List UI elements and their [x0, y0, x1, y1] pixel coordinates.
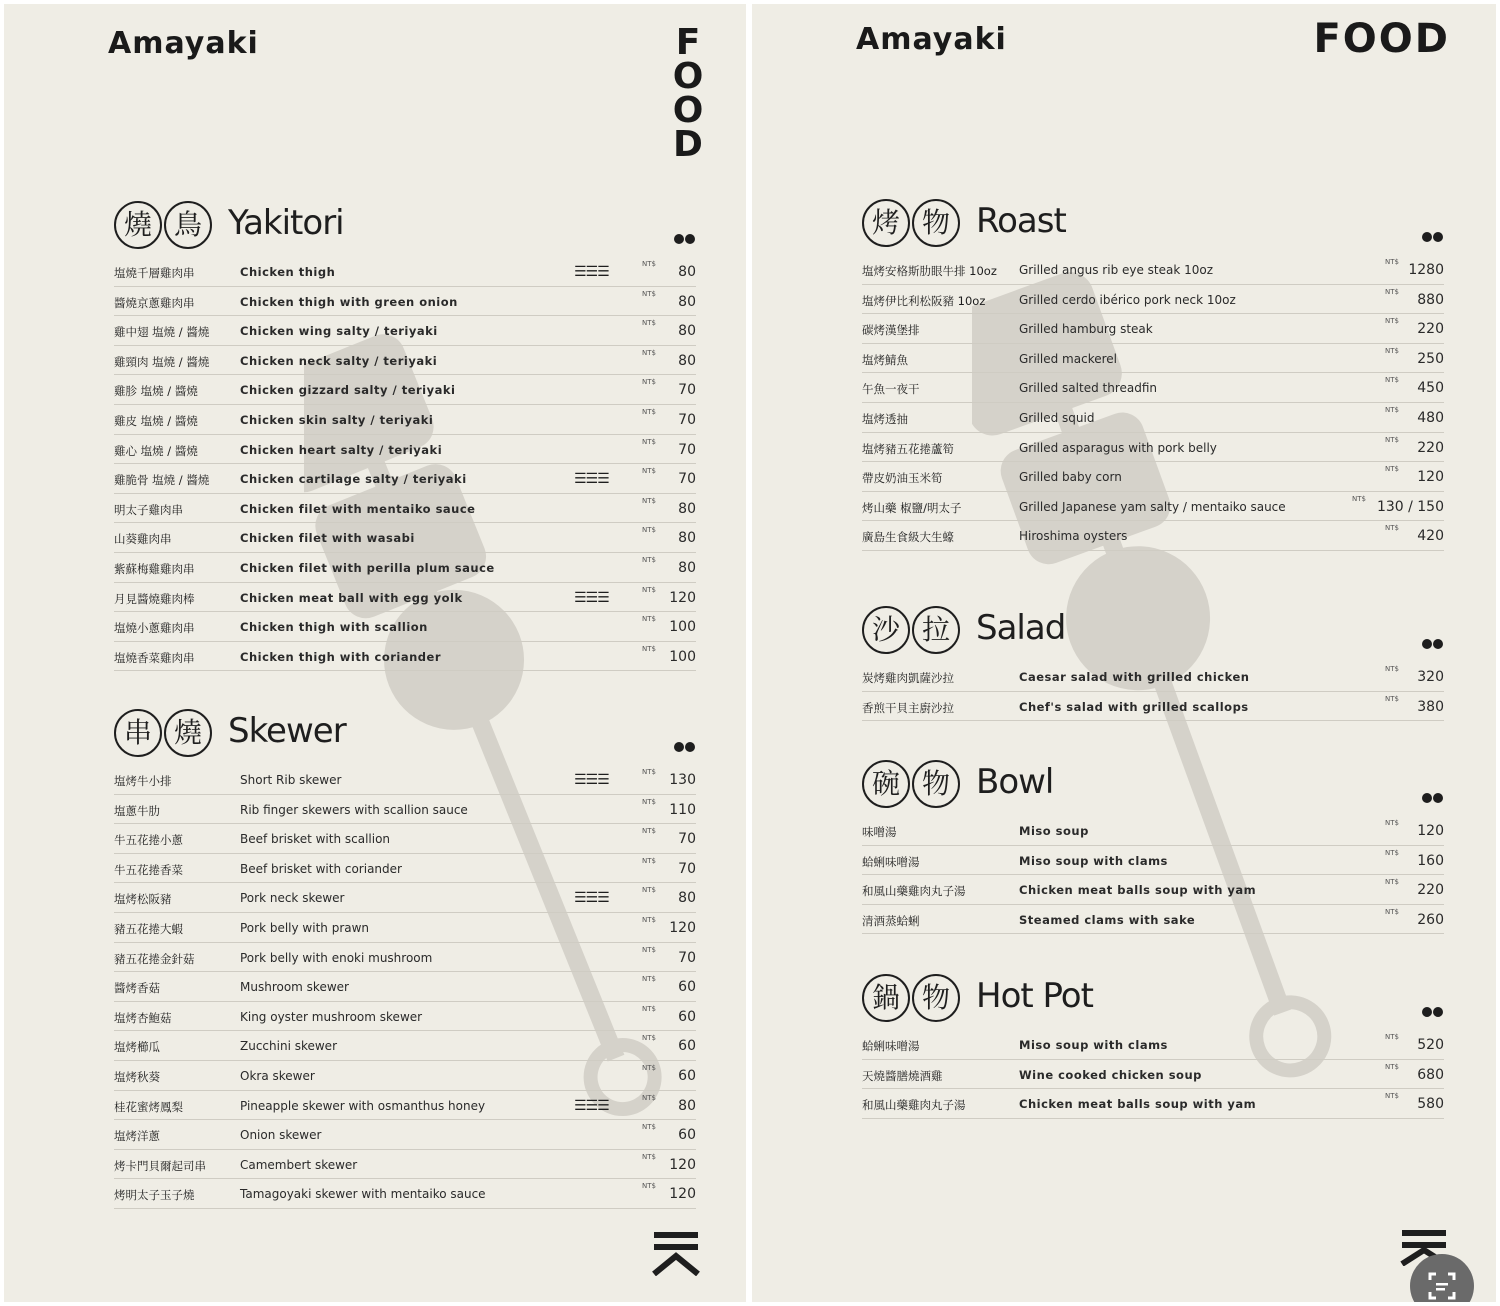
item-name-zh: 雞胗 塩燒 / 醬燒: [114, 384, 198, 399]
section-roast: [862, 199, 1444, 551]
kanji-badge: 物: [912, 974, 960, 1022]
section-header: [862, 760, 1444, 812]
menu-list: [862, 662, 1444, 721]
kanji-badge: 燒: [114, 201, 162, 249]
item-name-zh: 塩烤松阪豬: [114, 892, 172, 907]
currency-label: NT$: [1385, 1092, 1399, 1101]
item-name-en: Chicken thigh: [240, 265, 336, 279]
item-name-en: Grilled baby corn: [1019, 470, 1122, 485]
item-name-en: Grilled angus rib eye steak 10oz: [1019, 263, 1214, 277]
signature-mark-icon: ☰☰☰: [574, 772, 609, 788]
item-name-zh: 豬五花捲金針菇: [114, 951, 195, 966]
item-name-zh: 清酒蒸蛤蜊: [862, 913, 920, 928]
item-price: 580: [1417, 1096, 1444, 1113]
item-price: 80: [678, 323, 696, 340]
menu-item: [114, 1120, 696, 1150]
item-price: 60: [678, 1038, 696, 1055]
item-name-zh: 紫蘇梅雞雞肉串: [114, 561, 195, 576]
section-title: Bowl: [976, 762, 1054, 802]
menu-page-right: [752, 4, 1496, 1302]
item-price: 110: [669, 801, 696, 818]
menu-item: [114, 316, 696, 346]
section-yakitori: [114, 201, 696, 671]
currency-label: NT$: [642, 437, 656, 446]
currency-label: NT$: [642, 348, 656, 357]
item-name-en: Short Rib skewer: [240, 773, 342, 787]
currency-label: NT$: [642, 319, 656, 328]
food-heading-vertical: F O O D: [672, 22, 704, 165]
currency-label: NT$: [1352, 494, 1366, 503]
signature-mark-icon: ☰☰☰: [574, 890, 609, 907]
currency-label: NT$: [642, 555, 656, 564]
menu-list: [862, 1030, 1444, 1119]
section-hotpot: [862, 974, 1444, 1119]
menu-item: [862, 521, 1444, 551]
item-price: 60: [678, 979, 696, 996]
scan-button[interactable]: [1410, 1254, 1474, 1302]
item-name-zh: 廣島生食級大生蠔: [862, 530, 954, 545]
item-name-en: Miso soup: [1019, 824, 1089, 838]
item-name-en: Pork belly with enoki mushroom: [240, 950, 433, 965]
section-title: Skewer: [228, 711, 346, 751]
currency-label: NT$: [642, 526, 656, 535]
currency-label: NT$: [642, 378, 656, 387]
menu-list: [114, 765, 696, 1209]
item-name-zh: 雞頸肉 塩燒 / 醬燒: [114, 354, 210, 369]
dots-icon: [1422, 788, 1444, 800]
currency-label: NT$: [642, 797, 656, 806]
item-price: 70: [678, 831, 696, 848]
item-price: 60: [678, 1008, 696, 1025]
item-price: 220: [1417, 882, 1444, 899]
currency-label: NT$: [642, 289, 656, 298]
item-name-zh: 和風山藥雞肉丸子湯: [862, 1098, 966, 1113]
item-name-en: Chicken neck salty / teriyaki: [240, 353, 438, 368]
item-name-en: Chicken meat ball with egg yolk: [240, 590, 463, 605]
item-name-en: Chicken filet with mentaiko sauce: [240, 501, 476, 516]
currency-label: NT$: [642, 827, 656, 836]
item-price: 120: [1417, 823, 1444, 839]
section-header: [862, 199, 1444, 251]
section-header: [114, 709, 696, 761]
menu-item: [114, 795, 696, 825]
item-price: 80: [678, 559, 696, 576]
item-name-en: Grilled mackerel: [1019, 351, 1117, 366]
menu-item: [114, 287, 696, 317]
item-price: 1280: [1408, 262, 1444, 278]
menu-item: [862, 285, 1444, 315]
currency-label: NT$: [642, 975, 656, 984]
item-price: 130: [669, 772, 696, 788]
menu-item: [114, 464, 696, 494]
item-price: 70: [678, 441, 696, 458]
item-name-en: Pork neck skewer: [240, 891, 345, 906]
item-name-zh: 味噌湯: [862, 825, 897, 839]
item-price: 80: [678, 352, 696, 369]
menu-item: [862, 255, 1444, 285]
item-name-zh: 塩燒小蔥雞肉串: [114, 621, 195, 636]
item-price: 480: [1417, 409, 1444, 426]
section-title: Salad: [976, 608, 1066, 648]
signature-mark-icon: ☰☰☰: [574, 471, 609, 488]
section-salad: [862, 606, 1444, 721]
currency-label: NT$: [642, 1182, 656, 1191]
currency-label: NT$: [642, 260, 656, 268]
item-name-zh: 醬烤香菇: [114, 981, 160, 996]
item-name-zh: 蛤蜊味噌湯: [862, 1039, 920, 1053]
food-heading: FOOD: [1313, 16, 1450, 62]
item-price: 70: [678, 860, 696, 877]
menu-item: [862, 492, 1444, 522]
currency-label: NT$: [1385, 346, 1399, 355]
signature-mark-icon: ☰☰☰: [574, 1097, 609, 1114]
item-name-zh: 豬五花捲大蝦: [114, 921, 183, 936]
item-price: 80: [678, 1097, 696, 1114]
item-name-zh: 塩烤櫛瓜: [114, 1040, 160, 1055]
item-price: 220: [1417, 321, 1444, 338]
item-price: 60: [678, 1067, 696, 1084]
currency-label: NT$: [642, 644, 656, 653]
currency-label: NT$: [642, 768, 656, 776]
item-name-en: Chicken heart salty / teriyaki: [240, 442, 443, 457]
item-name-zh: 烤卡門貝爾起司串: [114, 1158, 206, 1173]
item-name-zh: 炭烤雞肉凱薩沙拉: [862, 671, 954, 685]
menu-item: [114, 494, 696, 524]
item-name-en: Chicken thigh with green onion: [240, 294, 458, 309]
item-price: 880: [1417, 291, 1444, 308]
item-price: 100: [669, 619, 696, 636]
item-name-zh: 塩烤秋葵: [114, 1069, 160, 1084]
item-name-en: Chicken thigh with scallion: [240, 620, 428, 635]
currency-label: NT$: [642, 915, 656, 924]
item-name-zh: 牛五花捲小蔥: [114, 833, 183, 848]
item-name-zh: 塩烤杏鮑菇: [114, 1010, 172, 1025]
item-name-en: Chicken wing salty / teriyaki: [240, 324, 438, 339]
menu-item: [114, 642, 696, 672]
item-name-en: Mushroom skewer: [240, 980, 349, 995]
menu-item: [862, 433, 1444, 463]
item-price: 260: [1417, 911, 1444, 928]
item-name-zh: 雞心 塩燒 / 醬燒: [114, 443, 198, 458]
kanji-badge: 物: [912, 199, 960, 247]
item-name-en: Grilled cerdo ibérico pork neck 10oz: [1019, 292, 1236, 307]
item-name-en: Grilled Japanese yam salty / mentaiko sauce: [1019, 499, 1286, 514]
currency-label: NT$: [1385, 1033, 1399, 1041]
item-price: 80: [678, 890, 696, 907]
item-price: 80: [678, 530, 696, 547]
item-name-en: Chicken filet with wasabi: [240, 531, 415, 546]
menu-item: [114, 943, 696, 973]
item-name-en: Camembert skewer: [240, 1157, 358, 1172]
item-name-zh: 雞皮 塩燒 / 醬燒: [114, 413, 198, 428]
section-skewer: [114, 709, 696, 1209]
item-price: 450: [1417, 380, 1444, 397]
kanji-badge: 鳥: [164, 201, 212, 249]
item-price: 70: [678, 471, 696, 488]
item-name-zh: 烤明太子玉子燒: [114, 1188, 195, 1203]
item-price: 250: [1417, 350, 1444, 367]
item-price: 120: [669, 589, 696, 606]
item-name-en: Chicken meat balls soup with yam: [1019, 883, 1257, 898]
currency-label: NT$: [642, 1034, 656, 1043]
item-name-en: Steamed clams with sake: [1019, 912, 1196, 927]
item-name-zh: 烤山藥 椒鹽/明太子: [862, 500, 962, 515]
currency-label: NT$: [1385, 665, 1399, 673]
section-header: [862, 606, 1444, 658]
menu-item: [862, 314, 1444, 344]
item-price: 100: [669, 648, 696, 665]
menu-item: [862, 875, 1444, 905]
signature-mark-icon: ☰☰☰: [574, 264, 609, 280]
dots-icon: [674, 737, 696, 749]
currency-label: NT$: [642, 856, 656, 865]
currency-label: NT$: [642, 886, 656, 895]
currency-label: NT$: [1385, 258, 1399, 266]
menu-item: [114, 405, 696, 435]
menu-page-left: [4, 4, 746, 1302]
currency-label: NT$: [642, 467, 656, 476]
section-header: [862, 974, 1444, 1026]
item-name-zh: 碳烤漢堡排: [862, 323, 920, 338]
kanji-badge: 鍋: [862, 974, 910, 1022]
menu-item: [114, 883, 696, 913]
item-price: 70: [678, 949, 696, 966]
menu-item: [862, 373, 1444, 403]
menu-item: [114, 1031, 696, 1061]
item-name-zh: 明太子雞肉串: [114, 502, 183, 517]
currency-label: NT$: [642, 1004, 656, 1013]
item-name-zh: 塩燒千層雞肉串: [114, 266, 195, 280]
currency-label: NT$: [1385, 405, 1399, 414]
kanji-badge: 碗: [862, 760, 910, 808]
item-name-en: Zucchini skewer: [240, 1039, 338, 1054]
currency-label: NT$: [1385, 435, 1399, 444]
item-price: 320: [1417, 669, 1444, 685]
menu-item: [114, 553, 696, 583]
currency-label: NT$: [642, 1152, 656, 1161]
item-name-en: Chicken cartilage salty / teriyaki: [240, 472, 467, 487]
menu-item: [114, 972, 696, 1002]
kanji-badge: 烤: [862, 199, 910, 247]
section-bowl: [862, 760, 1444, 934]
menu-item: [862, 816, 1444, 846]
currency-label: NT$: [1385, 848, 1399, 857]
kanji-badge: 沙: [862, 606, 910, 654]
currency-label: NT$: [1385, 287, 1399, 296]
item-name-zh: 牛五花捲香菜: [114, 862, 183, 877]
item-name-zh: 和風山藥雞肉丸子湯: [862, 884, 966, 899]
dots-icon: [1422, 1002, 1444, 1014]
item-name-en: Miso soup with clams: [1019, 853, 1168, 868]
menu-item: [114, 1091, 696, 1121]
item-name-zh: 塩烤洋蔥: [114, 1129, 160, 1144]
dots-icon: [674, 229, 696, 241]
item-price: 220: [1417, 439, 1444, 456]
item-price: 380: [1417, 698, 1444, 715]
item-name-en: Beef brisket with coriander: [240, 861, 402, 876]
item-price: 520: [1417, 1037, 1444, 1053]
currency-label: NT$: [1385, 465, 1399, 474]
item-name-en: Caesar salad with grilled chicken: [1019, 670, 1250, 684]
item-name-zh: 塩蔥牛肋: [114, 803, 160, 818]
currency-label: NT$: [1385, 878, 1399, 887]
menu-item: [862, 692, 1444, 722]
menu-item: [114, 854, 696, 884]
currency-label: NT$: [642, 1063, 656, 1072]
item-price: 70: [678, 382, 696, 399]
brand-logo: Amayaki: [856, 22, 1007, 57]
section-title: Hot Pot: [976, 976, 1093, 1016]
menu-item: [114, 1150, 696, 1180]
item-name-zh: 塩烤伊比利松阪豬 10oz: [862, 293, 986, 308]
item-name-en: Onion skewer: [240, 1128, 322, 1143]
currency-label: NT$: [1385, 1062, 1399, 1071]
menu-item: [114, 375, 696, 405]
currency-label: NT$: [1385, 317, 1399, 326]
item-name-en: Chicken skin salty / teriyaki: [240, 412, 434, 427]
item-name-en: Chicken gizzard salty / teriyaki: [240, 383, 456, 398]
item-name-en: Rib finger skewers with scallion sauce: [240, 802, 468, 817]
item-price: 70: [678, 411, 696, 428]
item-name-zh: 午魚一夜干: [862, 382, 920, 397]
item-price: 680: [1417, 1066, 1444, 1083]
menu-item: [862, 1030, 1444, 1060]
item-price: 160: [1417, 852, 1444, 869]
currency-label: NT$: [642, 407, 656, 416]
item-name-en: Chicken filet with perilla plum sauce: [240, 560, 495, 575]
menu-item: [114, 346, 696, 376]
menu-list: [114, 257, 696, 671]
corner-brand-mark: [652, 1228, 702, 1276]
brand-logo: Amayaki: [108, 26, 259, 61]
menu-item: [862, 846, 1444, 876]
section-title: Yakitori: [228, 203, 344, 243]
item-name-en: Pork belly with prawn: [240, 920, 370, 935]
menu-item: [862, 403, 1444, 433]
item-name-zh: 塩烤安格斯肋眼牛排 10oz: [862, 264, 997, 278]
item-name-zh: 塩烤牛小排: [114, 774, 172, 788]
item-name-en: Hiroshima oysters: [1019, 529, 1128, 544]
signature-mark-icon: ☰☰☰: [574, 589, 609, 606]
item-name-zh: 月見醬燒雞肉棒: [114, 591, 195, 606]
menu-item: [862, 662, 1444, 692]
item-price: 80: [678, 264, 696, 280]
currency-label: NT$: [642, 496, 656, 505]
item-name-zh: 天燒醬膳燒酒雞: [862, 1068, 943, 1083]
item-price: 130 / 150: [1376, 498, 1444, 515]
currency-label: NT$: [642, 585, 656, 594]
menu-item: [862, 1089, 1444, 1119]
item-name-en: Chicken thigh with coriander: [240, 649, 441, 664]
menu-item: [114, 1179, 696, 1209]
item-name-en: Miso soup with clams: [1019, 1038, 1168, 1052]
item-name-zh: 塩燒香菜雞肉串: [114, 650, 195, 665]
item-name-zh: 香煎干貝主廚沙拉: [862, 700, 954, 715]
menu-item: [114, 583, 696, 613]
currency-label: NT$: [642, 945, 656, 954]
menu-item: [114, 257, 696, 287]
currency-label: NT$: [1385, 524, 1399, 533]
currency-label: NT$: [642, 615, 656, 624]
menu-list: [862, 255, 1444, 551]
menu-item: [114, 523, 696, 553]
item-price: 420: [1417, 528, 1444, 545]
item-name-en: Tamagoyaki skewer with mentaiko sauce: [240, 1187, 486, 1202]
menu-item: [862, 1060, 1444, 1090]
menu-item: [114, 1061, 696, 1091]
section-header: [114, 201, 696, 253]
currency-label: NT$: [1385, 819, 1399, 827]
section-title: Roast: [976, 201, 1066, 241]
menu-item: [114, 612, 696, 642]
menu-item: [862, 462, 1444, 492]
item-price: 120: [669, 1156, 696, 1173]
item-name-zh: 帶皮奶油玉米筍: [862, 471, 943, 486]
item-name-zh: 塩烤透抽: [862, 411, 908, 426]
item-name-zh: 塩烤鯖魚: [862, 352, 908, 367]
menu-item: [114, 435, 696, 465]
item-price: 60: [678, 1127, 696, 1144]
kanji-badge: 燒: [164, 709, 212, 757]
currency-label: NT$: [642, 1123, 656, 1132]
item-name-zh: 桂花蜜烤鳳梨: [114, 1099, 183, 1114]
item-name-en: Wine cooked chicken soup: [1019, 1067, 1202, 1082]
item-name-zh: 雞中翅 塩燒 / 醬燒: [114, 325, 210, 340]
item-price: 120: [1417, 469, 1444, 486]
currency-label: NT$: [1385, 694, 1399, 703]
item-name-en: Grilled hamburg steak: [1019, 322, 1153, 337]
item-name-en: Beef brisket with scallion: [240, 832, 391, 847]
kanji-badge: 拉: [912, 606, 960, 654]
item-name-zh: 雞脆骨 塩燒 / 醬燒: [114, 473, 210, 488]
scan-text-icon: [1410, 1254, 1474, 1302]
dots-icon: [1422, 227, 1444, 239]
menu-item: [114, 824, 696, 854]
currency-label: NT$: [1385, 376, 1399, 385]
item-price: 80: [678, 293, 696, 310]
item-name-en: Grilled squid: [1019, 410, 1095, 425]
menu-item: [114, 765, 696, 795]
item-name-en: Chicken meat balls soup with yam: [1019, 1097, 1257, 1112]
item-name-zh: 蛤蜊味噌湯: [862, 854, 920, 869]
menu-item: [862, 344, 1444, 374]
currency-label: NT$: [1385, 907, 1399, 916]
item-price: 120: [669, 1186, 696, 1203]
item-name-zh: 醬燒京蔥雞肉串: [114, 295, 195, 310]
item-name-en: Okra skewer: [240, 1068, 315, 1083]
item-name-en: King oyster mushroom skewer: [240, 1009, 423, 1024]
item-name-en: Grilled asparagus with pork belly: [1019, 440, 1217, 455]
kanji-badge: 串: [114, 709, 162, 757]
kanji-badge: 物: [912, 760, 960, 808]
item-name-en: Chef's salad with grilled scallops: [1019, 699, 1249, 714]
item-price: 120: [669, 919, 696, 936]
menu-item: [114, 913, 696, 943]
dots-icon: [1422, 634, 1444, 646]
menu-item: [862, 905, 1444, 935]
item-name-zh: 塩烤豬五花捲蘆筍: [862, 441, 954, 456]
item-price: 80: [678, 500, 696, 517]
currency-label: NT$: [642, 1093, 656, 1102]
item-name-en: Pineapple skewer with osmanthus honey: [240, 1098, 486, 1113]
menu-item: [114, 1002, 696, 1032]
menu-list: [862, 816, 1444, 934]
item-name-en: Grilled salted threadfin: [1019, 381, 1158, 396]
item-name-zh: 山葵雞肉串: [114, 532, 172, 547]
